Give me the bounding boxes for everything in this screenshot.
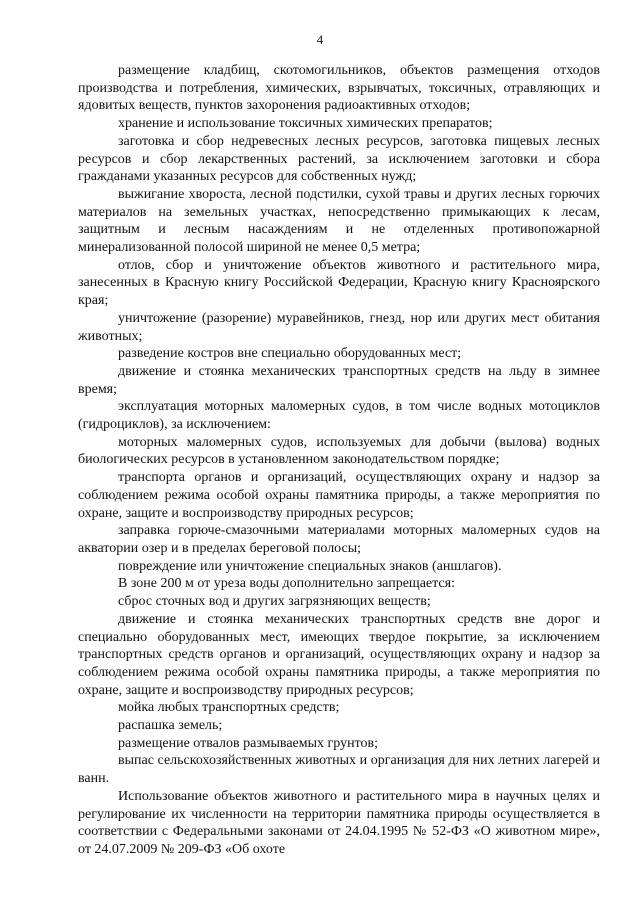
- paragraph: моторных маломерных судов, используемых для добычи (вылова) водных биологических ресурсов в установленном законодательством порядке;: [78, 434, 600, 468]
- paragraph: размещение кладбищ, скотомогильников, объектов размещения отходов производства и потребления, химических, взрывчатых, токсичных, отравляющих и ядовитых веществ, пунктов захоронения радиоактивных отходов;: [78, 63, 600, 114]
- paragraph: эксплуатация моторных маломерных судов, в том числе водных мотоциклов (гидроциклов), за исключением:: [78, 399, 600, 433]
- paragraph: сброс сточных вод и других загрязняющих веществ;: [118, 594, 431, 610]
- paragraph: размещение отвалов размываемых грунтов;: [118, 735, 379, 751]
- paragraph: уничтожение (разорение) муравейников, гнезд, нор или других мест обитания животных;: [78, 310, 600, 344]
- paragraph: заправка горюче-смазочными материалами моторных маломерных судов на акватории озер и в пределах береговой полосы;: [78, 523, 600, 556]
- paragraph: повреждение или уничтожение специальных знаков (аншлагов).: [118, 558, 502, 574]
- paragraph: хранение и использование токсичных химических препаратов;: [118, 116, 493, 132]
- paragraph: отлов, сбор и уничтожение объектов животного и растительного мира, занесенных в Красную книгу Российской Федерации, Красную книгу Красноярского края;: [78, 257, 600, 309]
- paragraph: распашка земель;: [118, 718, 223, 734]
- paragraph: заготовка и сбор недревесных лесных ресурсов, заготовка пищевых лесных ресурсов и сбор лекарственных растений, за исключением заготовки и сбора гражданами указанных ресурсов для собственных нужд;: [78, 133, 600, 185]
- paragraph: движение и стоянка механических транспортных средств вне дорог и специально оборудованных мест, имеющих твердое покрытие, за исключением транспортных средств органов и организаций, осуществляющих охрану и надзор за соблюдением режима особой охраны памятника природы, а также мероприятия по охране, защите и воспроизводству природных ресурсов;: [78, 611, 600, 698]
- paragraph: выпас сельскохозяйственных животных и организация для них летних лагерей и ванн.: [78, 753, 600, 787]
- paragraph: мойка любых транспортных средств;: [118, 700, 340, 716]
- paragraph: транспорта органов и организаций, осуществляющих охрану и надзор за соблюдением режима особой охраны памятника природы, а также мероприятия по охране, защите и воспроизводству природных ресурсов;: [78, 470, 600, 521]
- paragraph: движение и стоянка механических транспортных средств на льду в зимнее время;: [78, 363, 600, 397]
- paragraph: Использование объектов животного и растительного мира в научных целях и регулирование их численности на территории памятника природы осуществляется в соответствии с Федеральными законами от 24.04.1995 № 52-ФЗ «О животном мире», от 24.07.2009 № 209-ФЗ «Об охоте: [78, 788, 600, 857]
- page-number: 4: [316, 32, 324, 47]
- paragraph: В зоне 200 м от уреза воды дополнительно запрещается:: [118, 576, 455, 592]
- document-body: [78, 62, 600, 859]
- paragraph: выжигание хвороста, лесной подстилки, сухой травы и других лесных горючих материалов на земельных участках, непосредственно примыкающих к лесам, защитным и лесным насаждениям и не отделенных противопожарной минерализованной полосой шириной не менее 0,5 метра;: [78, 186, 600, 256]
- paragraph: разведение костров вне специально оборудованных мест;: [118, 346, 462, 362]
